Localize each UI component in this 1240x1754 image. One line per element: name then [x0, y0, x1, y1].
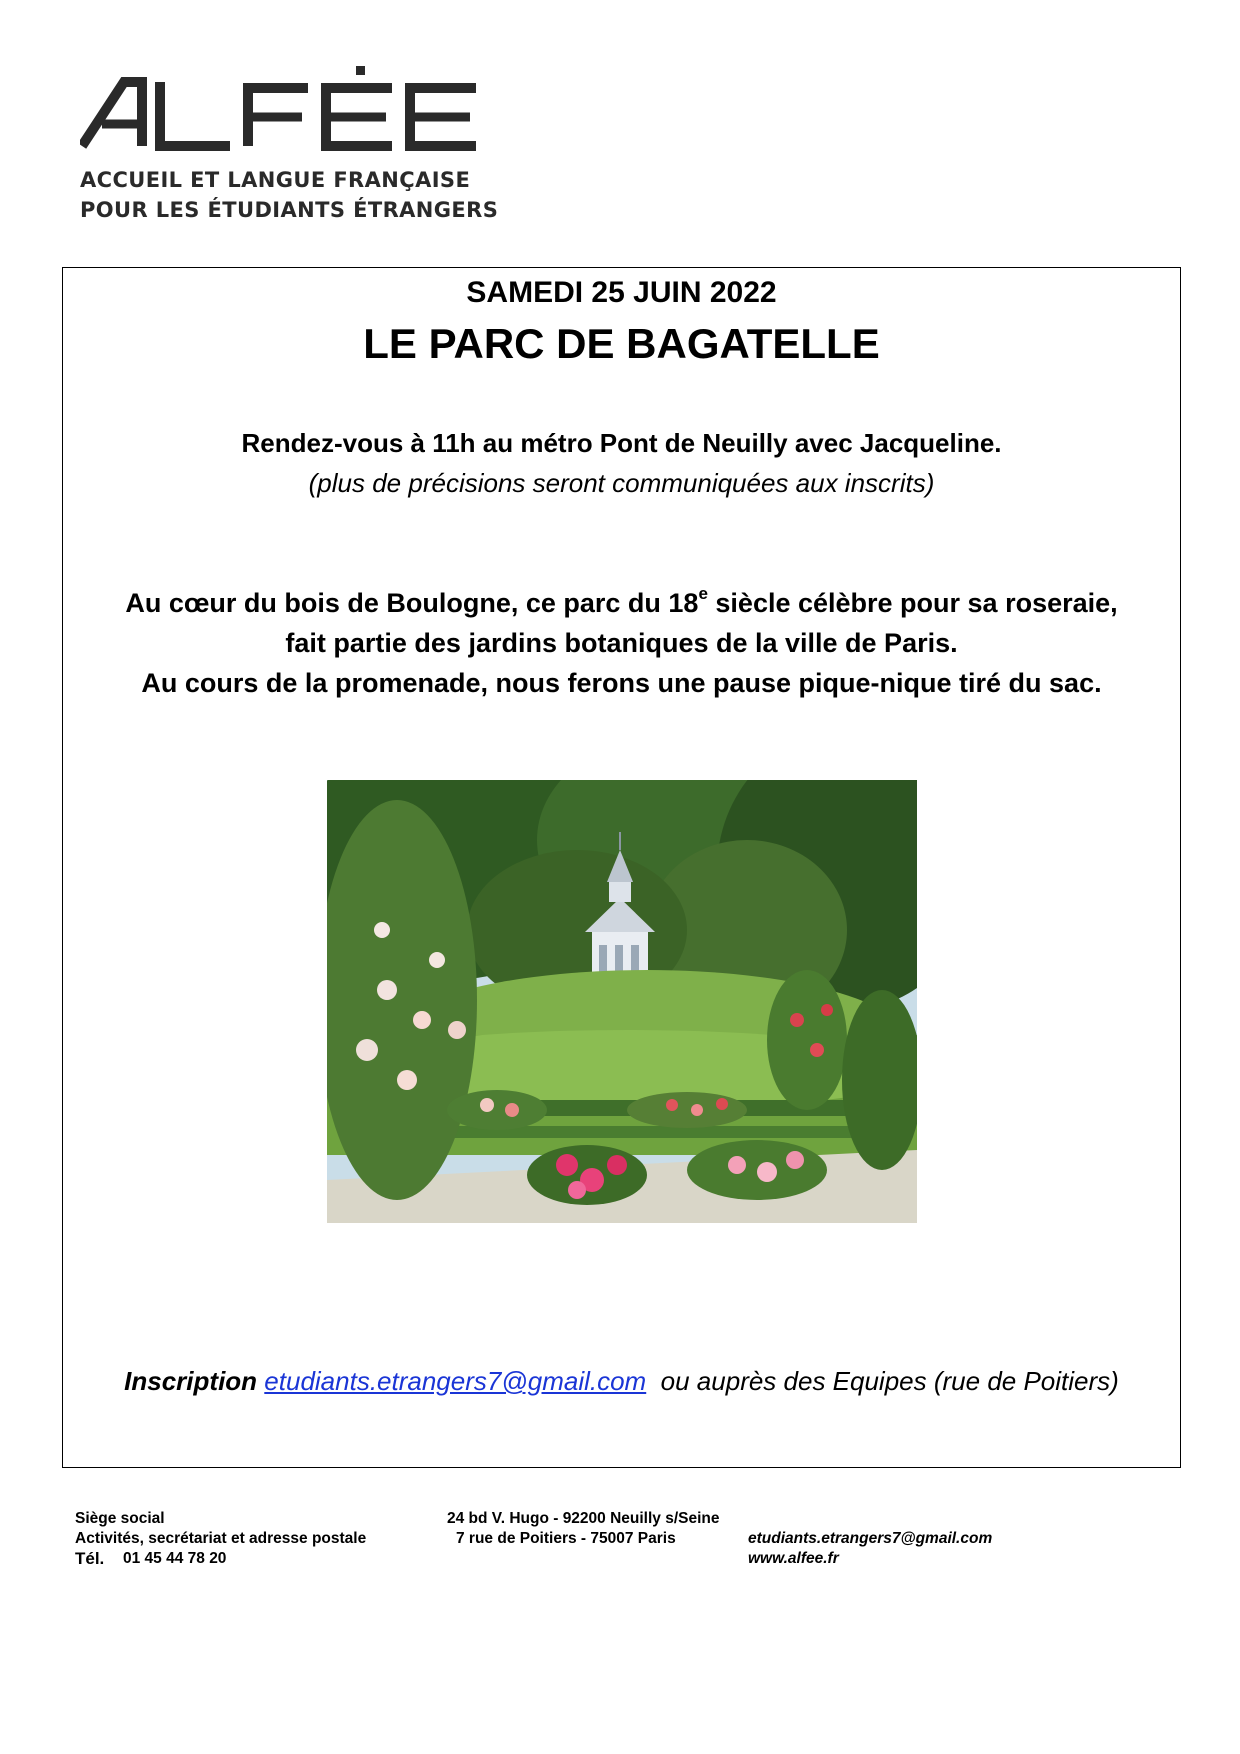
event-title: LE PARC DE BAGATELLE — [363, 320, 880, 367]
signup-alternative: ou auprès des Equipes (rue de Poitiers) — [646, 1366, 1119, 1396]
century-superscript: e — [698, 584, 708, 603]
footer-website[interactable]: www.alfee.fr — [748, 1550, 839, 1567]
footer-head-office-address: 24 bd V. Hugo - 92200 Neuilly s/Seine — [447, 1510, 720, 1527]
footer-tel-label: Tél. — [75, 1549, 105, 1568]
footer-head-office-label: Siège social — [75, 1510, 165, 1527]
logo-tagline-line2: POUR LES ÉTUDIANTS ÉTRANGERS — [80, 198, 499, 222]
footer — [0, 1510, 1240, 1580]
alfee-wordmark-logo — [80, 64, 500, 164]
footer-activities-address: 7 rue de Poitiers - 75007 Paris — [456, 1530, 676, 1547]
footer-tel-number: 01 45 44 78 20 — [123, 1550, 227, 1567]
description-line-1-start: Au cœur du bois de Boulogne, ce parc du 18 — [125, 588, 699, 618]
alfee-logo — [80, 64, 500, 234]
meeting-info: Rendez-vous à 11h au métro Pont de Neuilly avec Jacqueline. — [241, 428, 1002, 458]
footer-activities-label: Activités, secrétariat et adresse postale — [75, 1530, 367, 1547]
signup-email-link[interactable]: etudiants.etrangers7@gmail.com — [264, 1366, 647, 1396]
description-line-2: fait partie des jardins botaniques de la ville de Paris. — [285, 628, 958, 658]
event-date: SAMEDI 25 JUIN 2022 — [466, 276, 777, 309]
park-photo — [327, 780, 917, 1223]
event-box — [62, 267, 1181, 1468]
meeting-note: (plus de précisions seront communiquées aux inscrits) — [308, 468, 935, 498]
description-line-1-end: siècle célèbre pour sa roseraie, — [707, 588, 1118, 618]
signup-line — [63, 1366, 1180, 1397]
signup-label: Inscription — [124, 1366, 258, 1396]
description-line-3: Au cours de la promenade, nous ferons une pause pique-nique tiré du sac. — [141, 668, 1102, 698]
footer-email[interactable]: etudiants.etrangers7@gmail.com — [748, 1530, 993, 1547]
logo-tagline-line1: ACCUEIL ET LANGUE FRANÇAISE — [80, 168, 471, 192]
description-line-1 — [63, 584, 1180, 619]
